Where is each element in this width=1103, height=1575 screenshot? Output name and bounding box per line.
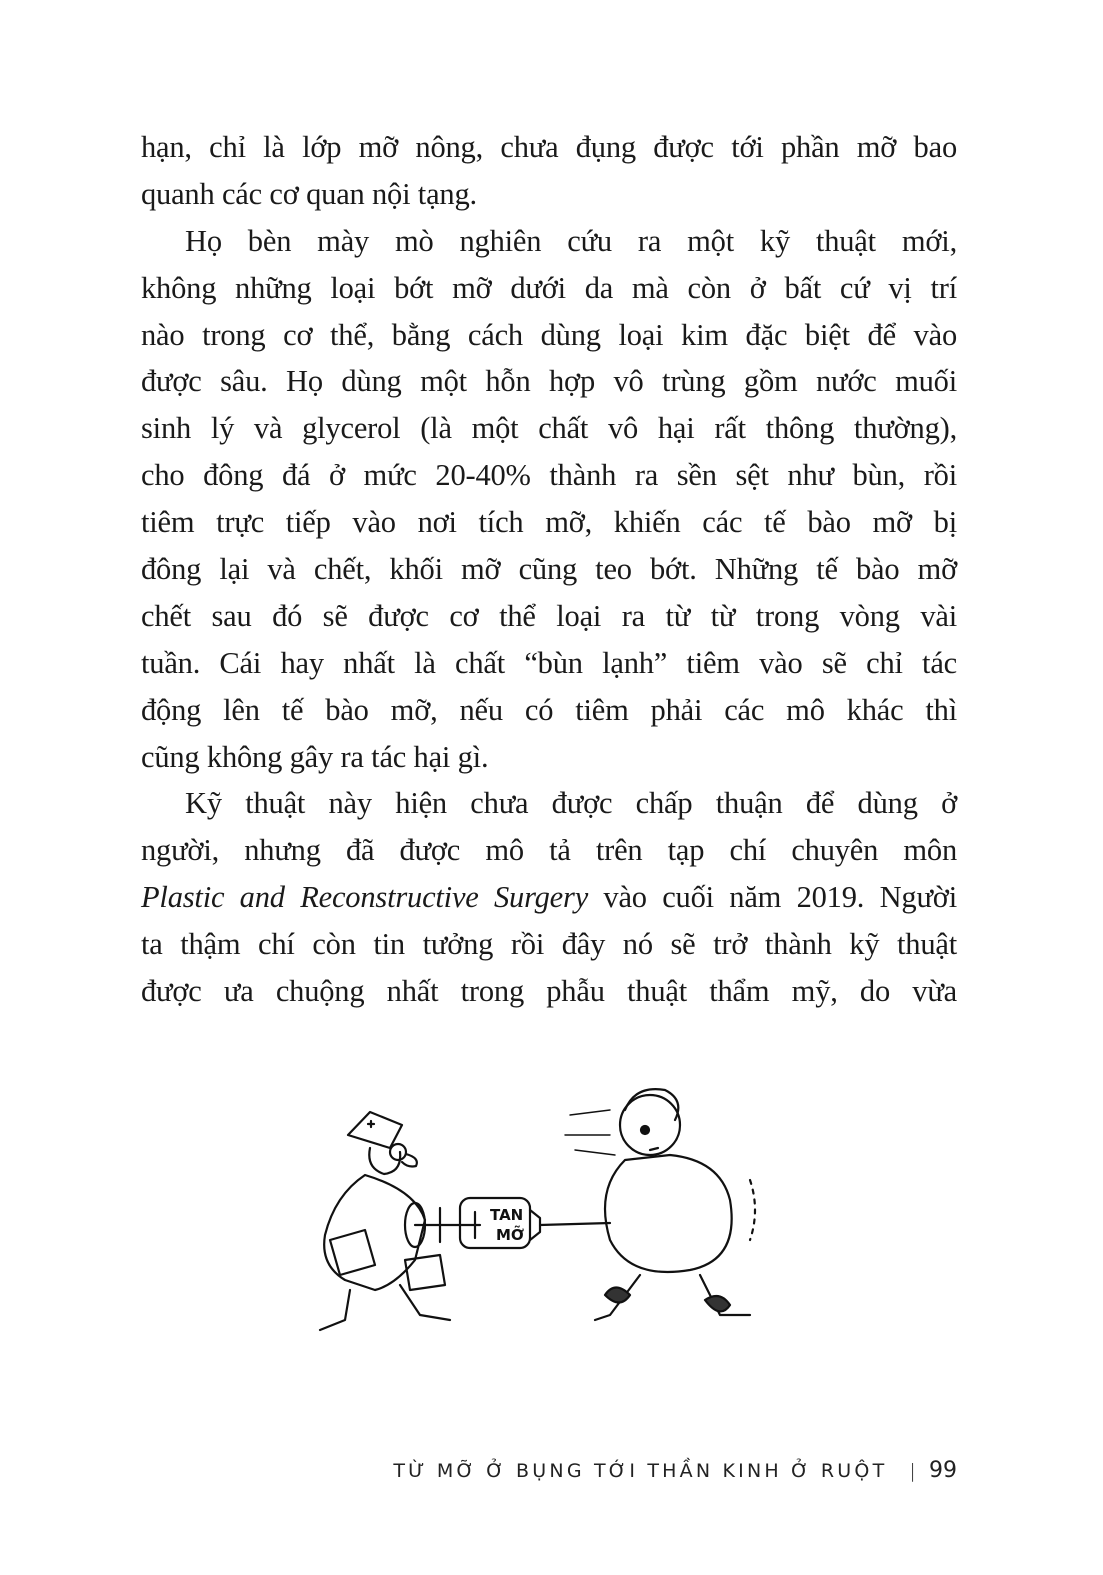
text-line: Kỹ thuật này hiện chưa được chấp thuận để dùng ở bbox=[185, 786, 957, 821]
page-footer bbox=[393, 1458, 957, 1483]
text-line: quanh các cơ quan nội tạng. bbox=[141, 176, 477, 211]
journal-title: Plastic and Reconstructive Surgery bbox=[141, 880, 589, 915]
footer-separator: | bbox=[909, 1459, 919, 1482]
syringe-label-1: TAN bbox=[490, 1206, 524, 1224]
text-line: tuần. Cái hay nhất là chất “bùn lạnh” tiêm vào sẽ chỉ tác bbox=[141, 645, 957, 680]
woman-figure bbox=[565, 1089, 755, 1320]
text-line: Họ bèn mày mò nghiên cứu ra một kỹ thuật mới, bbox=[185, 223, 957, 258]
text-line: người, nhưng đã được mô tả trên tạp chí chuyên môn bbox=[141, 833, 957, 868]
syringe-label-2: MỠ bbox=[496, 1226, 525, 1244]
text-line: hạn, chỉ là lớp mỡ nông, chưa đụng được tới phần mỡ bao bbox=[141, 130, 957, 164]
text-line: đông lại và chết, khối mỡ cũng teo bớt. Những tế bào mỡ bbox=[141, 552, 957, 587]
running-head: TỪ MỠ Ở BỤNG TỚI THẦN KINH Ở RUỘT bbox=[393, 1459, 888, 1482]
doctor-figure bbox=[320, 1112, 450, 1330]
text-line: được sâu. Họ dùng một hỗn hợp vô trùng gồm nước muối bbox=[141, 364, 957, 399]
text-line: động lên tế bào mỡ, nếu có tiêm phải các mô khác thì bbox=[141, 692, 957, 727]
text-line: cũng không gây ra tác hại gì. bbox=[141, 739, 489, 774]
page-number: 99 bbox=[929, 1458, 957, 1483]
text-line: không những loại bớt mỡ dưới da mà còn ở bất cứ vị trí bbox=[141, 270, 957, 305]
cartoon-illustration bbox=[310, 1080, 800, 1350]
text-line: tiêm trực tiếp vào nơi tích mỡ, khiến các tế bào mỡ bị bbox=[141, 505, 957, 540]
body-text bbox=[141, 124, 957, 1015]
text-line: ta thậm chí còn tin tưởng rồi đây nó sẽ trở thành kỹ thuật bbox=[141, 927, 957, 962]
journal-line-rest: vào cuối năm 2019. Người bbox=[588, 880, 957, 915]
text-line: nào trong cơ thể, bằng cách dùng loại kim đặc biệt để vào bbox=[141, 317, 957, 352]
text-line: sinh lý và glycerol (là một chất vô hại rất thông thường), bbox=[141, 411, 957, 446]
text-line bbox=[141, 874, 957, 921]
text-line: được ưa chuộng nhất trong phẫu thuật thẩm mỹ, do vừa bbox=[141, 974, 957, 1009]
text-line: chết sau đó sẽ được cơ thể loại ra từ từ trong vòng vài bbox=[141, 598, 957, 633]
syringe bbox=[415, 1198, 610, 1248]
text-line: cho đông đá ở mức 20-40% thành ra sền sệt như bùn, rồi bbox=[141, 458, 957, 493]
